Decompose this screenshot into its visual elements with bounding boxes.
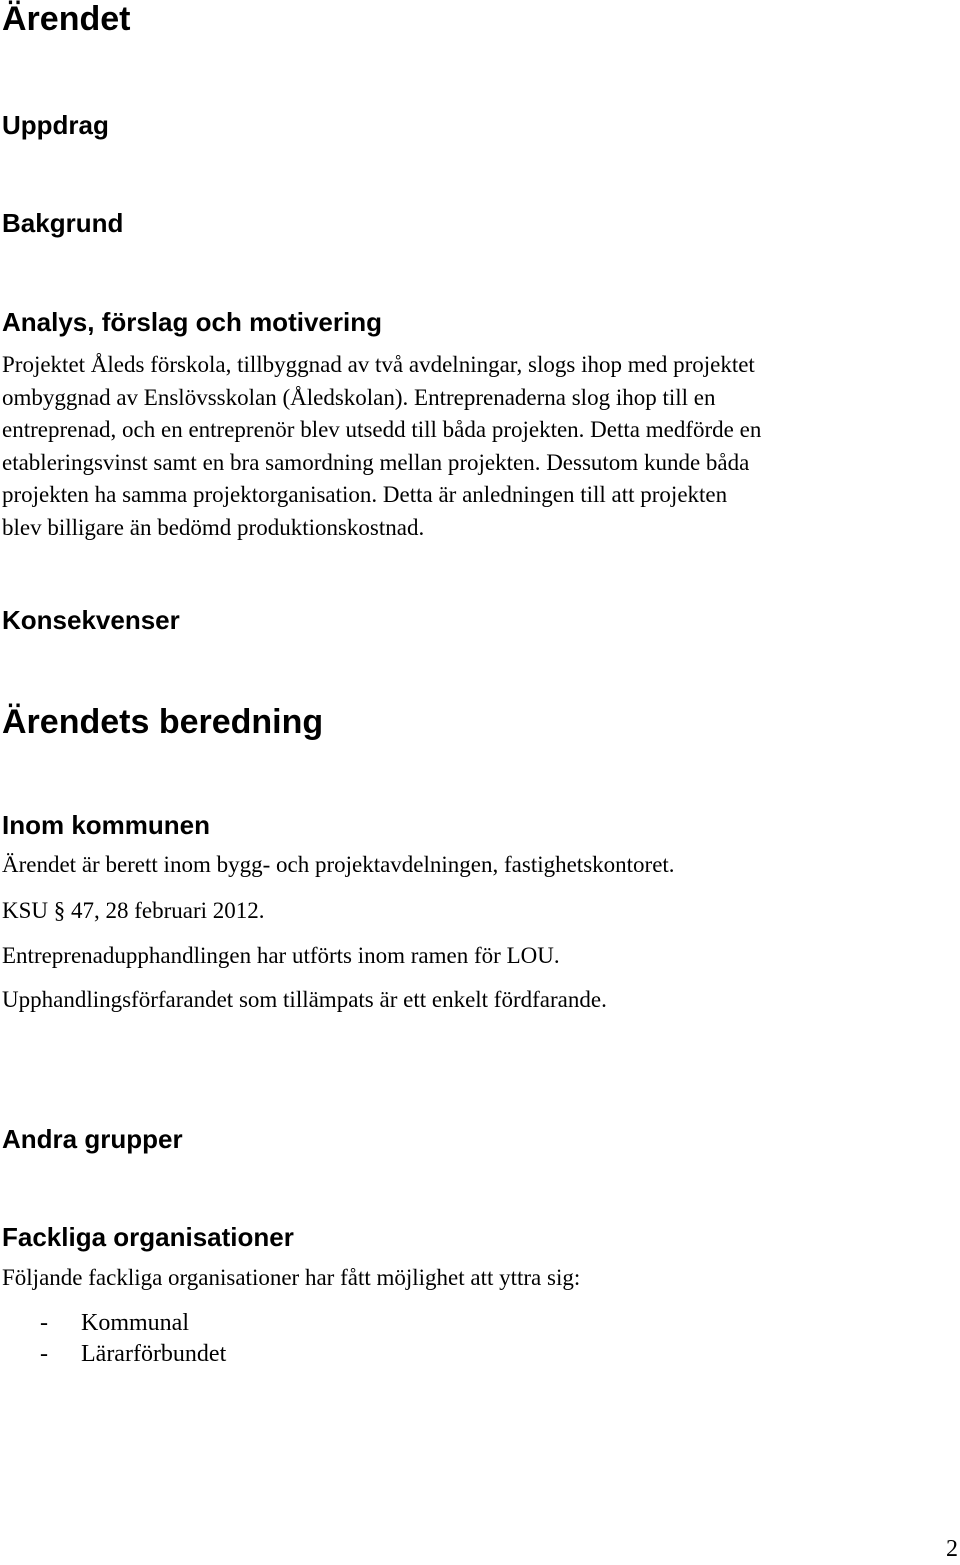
analys-line: blev billigare än bedömd produktionskostnad. xyxy=(2,514,425,540)
list-item-label: Kommunal xyxy=(81,1310,189,1336)
list-item xyxy=(40,1339,226,1370)
analys-line: entreprenad, och en entreprenör blev utsedd till båda projekten. Detta medförde en xyxy=(2,417,762,443)
heading-bakgrund: Bakgrund xyxy=(2,208,124,238)
analys-paragraph xyxy=(2,349,958,545)
list-marker: - xyxy=(40,1341,48,1367)
fackliga-intro: Följande fackliga organisationer har fått möjlighet att yttra sig: xyxy=(2,1265,581,1290)
heading-andra-grupper: Andra grupper xyxy=(2,1124,183,1154)
page-number: 2 xyxy=(946,1536,958,1562)
inom-line: Upphandlingsförfarandet som tillämpats är ett enkelt fördfarande. xyxy=(2,987,607,1012)
analys-line: etableringsvinst samt en bra samordning mellan projekten. Dessutom kunde båda xyxy=(2,449,750,475)
fackliga-list xyxy=(40,1308,226,1370)
heading-analys: Analys, förslag och motivering xyxy=(2,307,382,337)
inom-line: KSU § 47, 28 februari 2012. xyxy=(2,898,265,923)
inom-line: Entreprenadupphandlingen har utförts inom ramen för LOU. xyxy=(2,943,560,968)
heading-inom-kommunen: Inom kommunen xyxy=(2,810,211,840)
analys-line: ombyggnad av Enslövsskolan (Åledskolan). Entreprenaderna slog ihop till en xyxy=(2,384,716,410)
page-title: Ärendet xyxy=(2,0,131,38)
list-item-label: Lärarförbundet xyxy=(81,1341,227,1367)
list-marker: - xyxy=(40,1310,48,1336)
inom-line: Ärendet är berett inom bygg- och projektavdelningen, fastighetskontoret. xyxy=(2,852,675,877)
section-title-beredning: Ärendets beredning xyxy=(2,703,324,741)
heading-uppdrag: Uppdrag xyxy=(2,110,109,140)
heading-konsekvenser: Konsekvenser xyxy=(2,605,180,635)
heading-fackliga: Fackliga organisationer xyxy=(2,1222,294,1252)
analys-line: projekten ha samma projektorganisation. Detta är anledningen till att projekten xyxy=(2,482,728,508)
list-item xyxy=(40,1308,226,1339)
analys-line: Projektet Åleds förskola, tillbyggnad av två avdelningar, slogs ihop med projektet xyxy=(2,352,755,377)
